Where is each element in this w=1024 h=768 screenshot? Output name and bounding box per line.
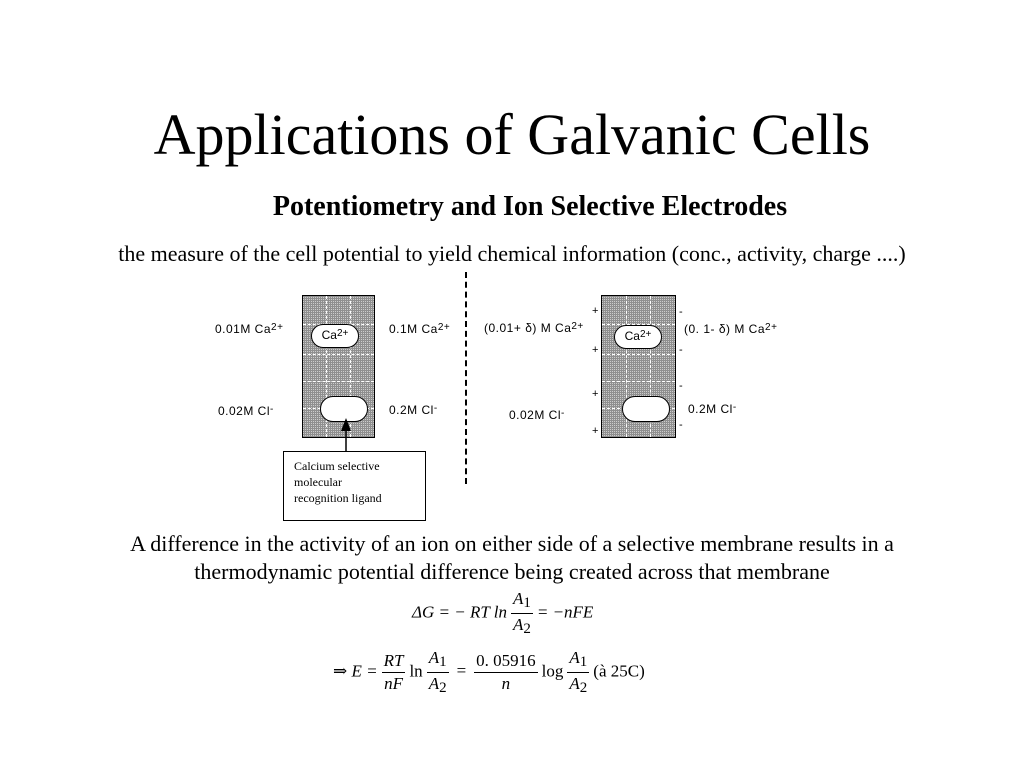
label-charge: - — [270, 404, 274, 415]
right-ca-right-label — [684, 322, 777, 336]
slide-subtitle: Potentiometry and Ion Selective Electrodes — [272, 191, 788, 222]
eq2-fraction-rt-nf — [382, 651, 406, 694]
frac-den: nF — [384, 674, 403, 693]
eq1-rhs: = −nFE — [536, 602, 594, 622]
eq2-condition: (à 25C) — [593, 661, 645, 681]
label-charge: 2+ — [437, 322, 451, 333]
ion-symbol: Ca — [624, 329, 640, 343]
frac-den-sub: 2 — [523, 621, 531, 637]
frac-den-sub: 2 — [439, 680, 447, 696]
eq2-fraction-activity-log — [567, 648, 589, 697]
label-charge: - — [732, 402, 737, 413]
frac-num-sub: 1 — [439, 654, 447, 670]
right-ca-left-label — [484, 321, 584, 335]
eq2-ln: ln — [409, 661, 423, 681]
ion-charge: 2+ — [336, 328, 349, 339]
callout-line: Calcium selective — [294, 459, 380, 473]
frac-num: A — [428, 648, 440, 667]
label-text: 0.2M Cl — [688, 402, 733, 416]
eq1-lhs: ΔG = − RT ln — [412, 602, 507, 622]
eq2-fraction-constant — [474, 651, 538, 694]
minus-sign: - — [679, 344, 683, 356]
frac-num: A — [512, 589, 524, 608]
paragraph-line: thermodynamic potential difference being created across that membrane — [194, 559, 830, 584]
label-charge: - — [433, 403, 438, 414]
frac-den: A — [512, 615, 524, 634]
label-text: 0.1M Ca — [389, 322, 438, 336]
right-cl-right-label — [688, 402, 737, 416]
label-text: 0.2M Cl — [389, 403, 434, 417]
callout-box — [283, 451, 426, 521]
frac-num-sub: 1 — [579, 654, 588, 670]
frac-num: 0. 05916 — [476, 651, 536, 670]
plus-sign: + — [592, 425, 599, 437]
label-text: 0.02M Cl — [218, 404, 271, 418]
diagram-divider — [465, 272, 467, 484]
label-charge: 2+ — [271, 322, 284, 333]
frac-den: A — [569, 674, 580, 693]
label-text: 0.01M Ca — [215, 322, 272, 336]
eq2-equals: = — [456, 661, 467, 681]
label-charge: 2+ — [571, 321, 584, 332]
explanation-paragraph — [40, 530, 984, 586]
right-cl-left-label — [509, 408, 565, 422]
label-text: (0. 1- δ) M Ca — [684, 322, 766, 336]
minus-sign: - — [679, 380, 683, 392]
eq2-fraction-activity — [427, 648, 449, 697]
frac-den: A — [428, 674, 440, 693]
eq1-fraction — [511, 589, 533, 638]
ion-charge: 2+ — [639, 329, 652, 340]
ion-symbol: Ca — [321, 328, 337, 342]
left-calcium-ion — [311, 324, 359, 348]
frac-num: A — [569, 648, 580, 667]
gibbs-equation — [412, 589, 593, 638]
plus-sign: + — [592, 305, 599, 317]
frac-den: n — [501, 674, 511, 693]
left-cl-right-label — [389, 403, 438, 417]
frac-num-sub: 1 — [523, 595, 531, 611]
frac-num: RT — [383, 651, 404, 670]
description-text: the measure of the cell potential to yield chemical information (conc., activity, charge ....) — [118, 241, 906, 266]
slide-title: Applications of Galvanic Cells — [153, 102, 871, 167]
eq2-log: log — [541, 661, 564, 681]
left-ca-right-label — [389, 322, 450, 336]
right-ligand — [622, 396, 670, 422]
label-text: 0.02M Cl — [509, 408, 562, 422]
minus-sign: - — [679, 419, 683, 431]
callout-arrow — [336, 418, 356, 454]
plus-sign: + — [592, 388, 599, 400]
frac-den-sub: 2 — [579, 680, 588, 696]
left-ca-left-label — [215, 322, 283, 336]
label-text: (0.01+ δ) M Ca — [484, 321, 572, 335]
right-calcium-ion — [614, 325, 662, 349]
callout-line: molecular — [294, 475, 342, 489]
callout-line: recognition ligand — [294, 491, 382, 505]
plus-sign: + — [592, 344, 599, 356]
left-cl-left-label — [218, 404, 274, 418]
label-charge: - — [561, 408, 565, 419]
eq2-arrow: ⇒ E = — [333, 661, 378, 681]
paragraph-line: A difference in the activity of an ion on either side of a selective membrane results in a — [130, 531, 894, 556]
label-charge: 2+ — [765, 322, 778, 333]
minus-sign: - — [679, 306, 683, 318]
nernst-equation — [333, 648, 645, 697]
